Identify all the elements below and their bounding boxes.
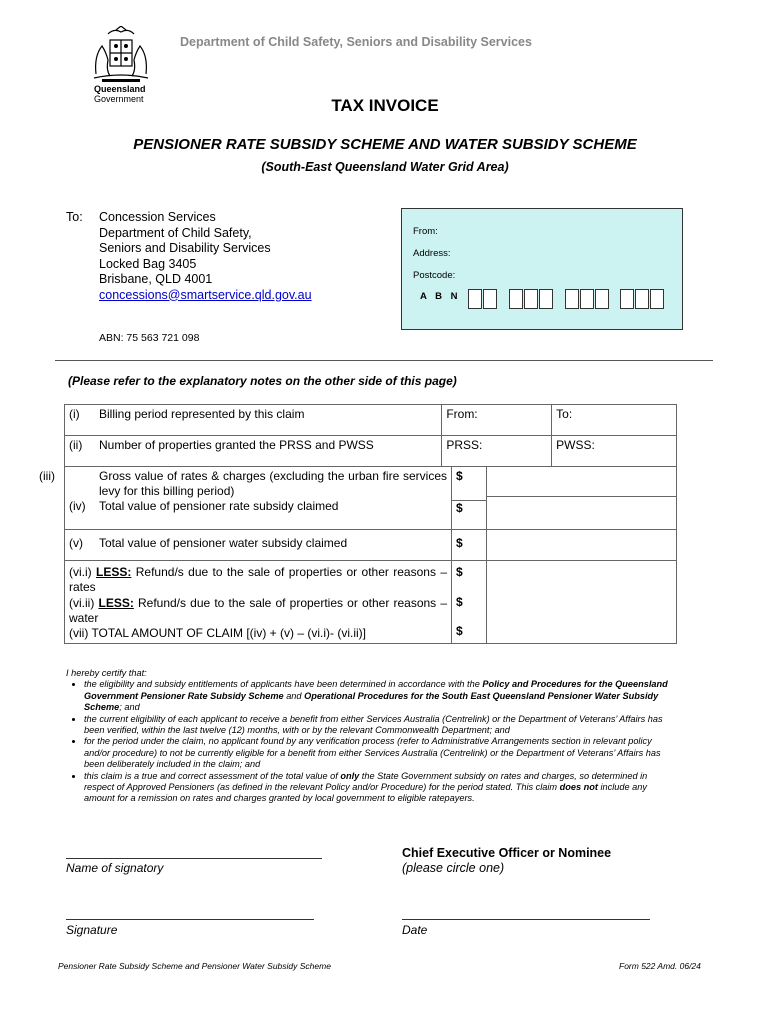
abn-group-2 <box>509 289 554 309</box>
policy-name: Policy and Procedures for the Queensland Government Pensioner Rate Subsidy Scheme <box>84 679 668 701</box>
abn-digit-input[interactable] <box>509 289 523 309</box>
address-line: Seniors and Disability Services <box>99 241 271 255</box>
dollar-sign: $ <box>456 624 463 638</box>
abn-digit-input[interactable] <box>595 289 609 309</box>
dollar-sign: $ <box>456 469 463 483</box>
abn-digit-input[interactable] <box>650 289 664 309</box>
address-line: Concession Services <box>99 210 216 224</box>
area-subtitle: (South-East Queensland Water Grid Area) <box>261 160 509 174</box>
row-description <box>65 436 442 467</box>
date-label: Date <box>402 923 428 937</box>
dollar-cell <box>452 561 487 644</box>
address-line: Department of Child Safety, <box>99 225 252 240</box>
name-of-signatory-label: Name of signatory <box>66 861 164 875</box>
row-description <box>65 561 452 644</box>
row-text: (vii) TOTAL AMOUNT OF CLAIM [(iv) + (v) – (vi.i)- (vi.ii)] <box>69 626 366 641</box>
row-text: Total value of pensioner rate subsidy claimed <box>99 498 339 513</box>
explanatory-note: (Please refer to the explanatory notes on the other side of this page) <box>68 374 457 388</box>
logo-text-government: Government <box>94 94 144 104</box>
from-label: From: <box>413 226 438 237</box>
list-item <box>84 679 672 713</box>
abn-group-1 <box>468 289 498 309</box>
row-text: Gross value of rates & charges (excluding the urban fire services levy for this billing period) <box>99 468 447 498</box>
to-label: To: <box>66 210 83 224</box>
abn-group-4 <box>620 289 665 309</box>
queensland-government-logo <box>88 26 158 106</box>
certify-text: include any amount for a remission on rates and charges granted by local government to eligible ratepayers. <box>84 782 647 804</box>
dollar-sign: $ <box>456 565 463 579</box>
abn-digit-input[interactable] <box>468 289 482 309</box>
department-name: Department of Child Safety, Seniors and Disability Services <box>180 35 532 49</box>
amount-input-cell[interactable] <box>487 467 677 530</box>
list-item <box>84 771 672 805</box>
certify-text: the eligibility and subsidy entitlements of applicants have been determined in accordance with the <box>84 679 483 690</box>
row-text: Refund/s due to the sale of properties or other reasons – water <box>69 595 447 625</box>
address-label: Address: <box>413 248 451 259</box>
page-title: TAX INVOICE <box>331 96 439 115</box>
email-link[interactable]: concessions@smartservice.qld.gov.au <box>99 287 312 302</box>
pwss-label: PWSS: <box>556 438 595 452</box>
row-number: (i) <box>69 407 80 421</box>
dollar-sign: $ <box>452 500 486 516</box>
abn-label: A B N <box>420 291 461 302</box>
ceo-label: Chief Executive Officer or Nominee <box>402 846 612 860</box>
row-text: Total value of pensioner water subsidy claimed <box>99 536 348 550</box>
row-number: (vi.i) <box>69 565 92 579</box>
list-item: • for the period under the claim, no applicant found by any verification process (refer to Administrative Arrangements section in relevant policy and/or procedure) to not be currently eligible for a benefit from either Services Australia (Centrelink) or the Department of Veterans’ Affairs has been deliberately included in the claim; and <box>84 736 672 770</box>
amount-input-cell[interactable] <box>487 530 677 561</box>
emphasis-text: only <box>340 770 360 781</box>
dollar-sign: $ <box>456 595 463 609</box>
signature-label: Signature <box>66 923 118 937</box>
logo-text-queensland: Queensland <box>94 84 146 94</box>
abn-digit-input[interactable] <box>620 289 634 309</box>
certify-text: ; and <box>119 702 140 713</box>
abn-digit-input[interactable] <box>635 289 649 309</box>
abn-group-3 <box>565 289 610 309</box>
emphasis-text: does not <box>559 782 598 793</box>
certify-text: this claim is a true and correct assessment of the total value of <box>84 770 341 781</box>
row-number: (iv) <box>69 498 86 513</box>
row-text: Refund/s due to the sale of properties or other reasons – rates <box>69 565 447 595</box>
certification-section <box>66 668 672 805</box>
coat-of-arms-icon <box>88 26 154 84</box>
scheme-subtitle: PENSIONER RATE SUBSIDY SCHEME AND WATER SUBSIDY SCHEME <box>133 136 637 153</box>
footer-form-number: Form 522 Amd. 06/24 <box>619 961 701 971</box>
row-number: (ii) <box>69 438 83 452</box>
to-date-field[interactable] <box>552 405 677 436</box>
row-number: (iii) <box>39 468 55 483</box>
recipient-address <box>99 210 312 303</box>
recipient-abn: ABN: 75 563 721 098 <box>99 332 200 344</box>
certify-text: and <box>283 690 305 701</box>
abn-digit-input[interactable] <box>539 289 553 309</box>
pwss-count-field[interactable] <box>552 436 677 467</box>
abn-digit-input[interactable] <box>565 289 579 309</box>
address-line: Locked Bag 3405 <box>99 256 197 271</box>
certify-list <box>66 679 672 804</box>
date-line[interactable] <box>402 919 650 920</box>
row-text: Number of properties granted the PRSS and PWSS <box>99 438 374 452</box>
list-item: • the current eligibility of each applicant to receive a benefit from either Services Australia (Centrelink) or the Department of Veterans’ Affairs has been verified, within the last twelve (12) months, with or by the relevant Commonwealth Department; and <box>84 714 672 737</box>
table-row <box>65 561 677 644</box>
name-signature-line[interactable] <box>66 858 322 859</box>
row-description <box>65 530 452 561</box>
dollar-cell <box>452 467 487 530</box>
dollar-cell: $ <box>452 530 487 561</box>
amount-table <box>39 466 677 644</box>
less-label: LESS: <box>98 595 134 610</box>
table-row <box>65 405 677 436</box>
from-date-field[interactable] <box>442 405 552 436</box>
table-row <box>65 530 677 561</box>
address-line: Brisbane, QLD 4001 <box>99 272 213 286</box>
certify-intro: I hereby certify that: <box>66 668 147 678</box>
prss-count-field[interactable] <box>442 436 552 467</box>
row-description <box>39 467 452 530</box>
prss-label: PRSS: <box>446 438 483 452</box>
table-row <box>65 436 677 467</box>
row-description <box>65 405 442 436</box>
less-label: LESS: <box>96 565 132 579</box>
row-number: (vi.ii) <box>69 595 95 610</box>
row-number: (v) <box>69 536 83 550</box>
signature-line[interactable] <box>66 919 314 920</box>
procedure-name: Operational Procedures for the South East Queensland Pensioner Water Subsidy Scheme <box>84 690 659 713</box>
abn-digit-input[interactable] <box>524 289 538 309</box>
table-row <box>65 467 677 530</box>
footer-scheme-name: Pensioner Rate Subsidy Scheme and Pensioner Water Subsidy Scheme <box>58 961 331 971</box>
row-text: Billing period represented by this claim <box>99 407 305 421</box>
section-divider <box>55 360 713 361</box>
to-date-label: To: <box>556 407 573 421</box>
from-date-label: From: <box>446 407 478 421</box>
postcode-label: Postcode: <box>413 270 456 281</box>
amount-input-cell[interactable] <box>487 561 677 644</box>
certify-text: the State Government subsidy on rates and charges, so determined in respect of Approved Pensioners (as defined in the relevant Policy and/or Procedure) for the period stated. This claim <box>84 770 648 793</box>
circle-one-label: (please circle one) <box>402 861 505 875</box>
abn-digit-input[interactable] <box>483 289 497 309</box>
abn-digit-input[interactable] <box>580 289 594 309</box>
sender-details-box <box>401 208 683 330</box>
claim-table <box>64 404 677 467</box>
